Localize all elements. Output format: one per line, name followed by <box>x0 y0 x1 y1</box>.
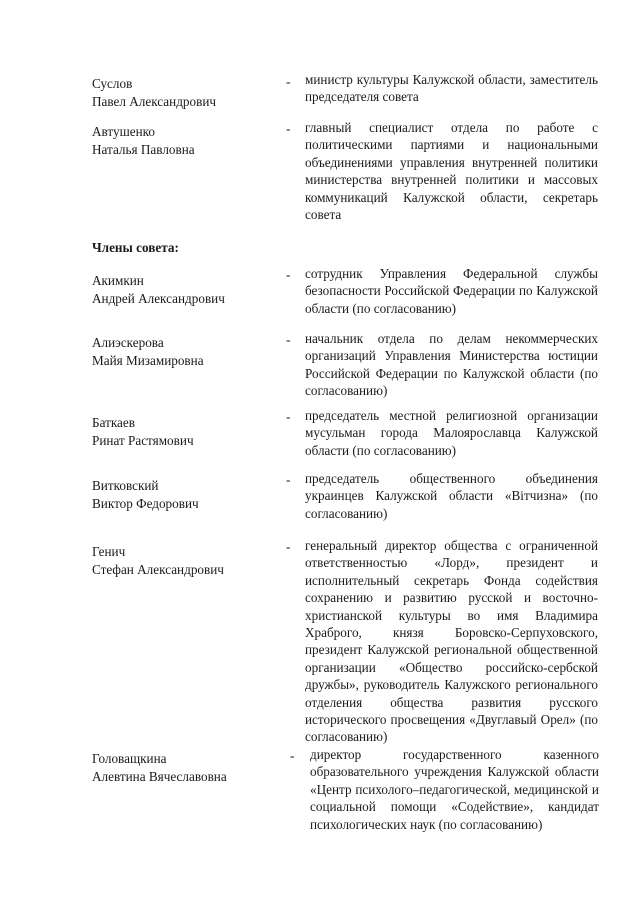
member-given-names: Павел Александрович <box>92 93 217 109</box>
dash-separator: - <box>286 267 291 282</box>
member-surname: Баткаев <box>92 415 135 430</box>
member-name <box>92 543 282 578</box>
dash-separator: - <box>286 409 291 424</box>
member-surname: Генич <box>92 544 126 559</box>
member-given-names: Ринат Растямович <box>92 432 194 448</box>
member-surname: Алиэскерова <box>92 335 164 350</box>
member-role: председатель общественного объединения украинцев Калужской области «Вітчизна» (по согласованию) <box>305 471 598 521</box>
member-role: директор государственного казенного образовательного учреждения Калужской области «Центр психолого–педагогической, медицинской и социальной помощи «Содействие», кандидат психологических наук (по согласованию) <box>310 747 599 832</box>
member-surname: Суслов <box>92 76 133 91</box>
member-surname: Витковский <box>92 478 159 493</box>
member-given-names: Андрей Александрович <box>92 290 225 306</box>
member-name <box>92 123 282 158</box>
member-name <box>92 477 282 512</box>
member-given-names: Стефан Александрович <box>92 561 224 577</box>
member-given-names: Виктор Федорович <box>92 495 199 511</box>
dash-separator: - <box>286 539 291 554</box>
member-surname: Акимкин <box>92 273 144 288</box>
dash-separator: - <box>290 748 295 763</box>
dash-separator: - <box>286 332 291 347</box>
dash-separator: - <box>286 121 291 136</box>
member-role: начальник отдела по делам некоммерческих организаций Управления Министерства юстиции Российской Федерации по Калужской области (по согласованию) <box>305 331 598 399</box>
member-role: главный специалист отдела по работе с политическими партиями и национальными объединениями управления внутренней политики министерства внутренней политики и массовых коммуникаций Калужской области, секретарь совета <box>305 120 598 223</box>
member-name <box>92 272 282 307</box>
member-role: сотрудник Управления Федеральной службы безопасности Российской Федерации по Калужской области (по согласованию) <box>305 266 598 316</box>
member-surname: Автушенко <box>92 124 156 139</box>
member-role: председатель местной религиозной организации мусульман города Малоярославца Калужской области (по согласованию) <box>305 408 598 458</box>
member-given-names: Майя Мизамировна <box>92 352 204 368</box>
member-name <box>92 750 282 785</box>
member-surname: Головащкина <box>92 751 167 766</box>
member-given-names: Алевтина Вячеславовна <box>92 768 227 784</box>
dash-separator: - <box>286 472 291 487</box>
member-name <box>92 75 282 110</box>
dash-separator: - <box>286 74 291 89</box>
member-given-names: Наталья Павловна <box>92 141 195 157</box>
member-name <box>92 334 282 369</box>
member-role: министр культуры Калужской области, заместитель председателя совета <box>305 72 598 105</box>
member-name <box>92 414 282 449</box>
member-role: генеральный директор общества с ограниченной ответственностью «Лорд», президент и исполнительный секретарь Фонда содействия сохранению и развитию русской и восточно-христианской культуры во имя Владимира Храброго, князя Боровско-Серпуховского, президент Калужской региональной общественной организации «Общество российско-сербской дружбы», руководитель Калужского регионального отделения общества развития русского исторического просвещения «Двуглавый Орел» (по согласованию) <box>305 538 598 745</box>
section-heading: Члены совета: <box>92 240 179 255</box>
